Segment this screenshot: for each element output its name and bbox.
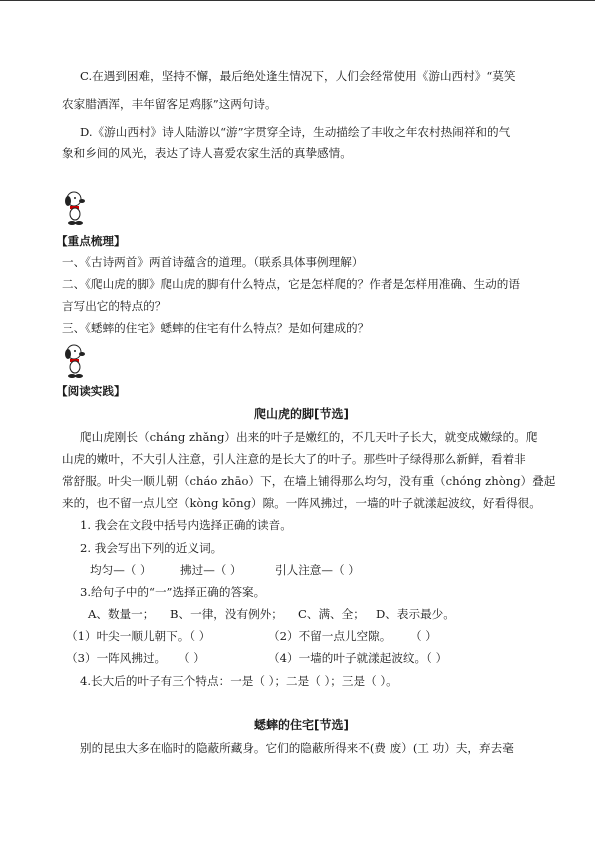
key-point-2: 二、《爬山虎的脚》爬山虎的脚有什么特点，它是怎样爬的？作者是怎样用准确、生动的语 <box>62 277 520 291</box>
question-2: 2. 我会写出下列的近义词。 <box>80 541 223 555</box>
question-2-item-3: 引人注意—（ ） <box>275 563 360 577</box>
question-3-choice-b: B、一律，没有例外； <box>170 607 283 621</box>
question-1: 1. 我会在文段中括号内选择正确的读音。 <box>80 518 292 532</box>
passage-1-line-2: 山虎的嫩叶，不大引人注意，引人注意的是长大了的叶子。那些叶子绿得那么新鲜，看着非 <box>62 452 526 466</box>
question-3-choice-c: C、满、全； <box>298 607 365 621</box>
option-d-line-1: D.《游山西村》诗人陆游以“游”字贯穿全诗，生动描绘了丰收之年农村热闹祥和的气 <box>80 125 511 139</box>
passage-1-title: 爬山虎的脚[节选] <box>254 407 349 421</box>
key-point-1: 一、《古诗两首》两首诗蕴含的道理。（联系具体事例理解） <box>62 255 364 269</box>
question-4: 4.长大后的叶子有三个特点：一是（ ）；二是（ ）；三是（ ）。 <box>80 674 398 688</box>
question-3: 3.给句子中的“一”选择正确的答案。 <box>80 585 266 599</box>
snoopy-icon <box>62 343 90 379</box>
option-c-line-2: 农家腊酒浑，丰年留客足鸡豚”这两句诗。 <box>62 97 277 111</box>
page-top-rule <box>0 0 595 1</box>
key-points-heading: 【重点梳理】 <box>56 234 126 248</box>
option-c-line-1: C.在遇到困难，坚持不懈，最后绝处逢生情况下，人们会经常使用《游山西村》“莫笑 <box>80 69 516 83</box>
reading-practice-heading: 【阅读实践】 <box>56 384 126 398</box>
passage-1-line-3: 常舒服。叶尖一顺儿朝（cháo zhāo）下，在墙上铺得那么均匀，没有重（chóng zhòng）叠起 <box>62 474 556 488</box>
option-d-line-2: 象和乡间的风光，表达了诗人喜爱农家生活的真挚感情。 <box>62 146 352 160</box>
snoopy-icon <box>62 190 90 226</box>
question-3-item-3-blank: （ ） <box>178 651 205 665</box>
question-3-item-4: （4）一墙的叶子就漾起波纹。（ ） <box>268 651 448 665</box>
key-point-3: 三、《蟋蟀的住宅》蟋蟀的住宅有什么特点？是如何建成的？ <box>62 321 370 335</box>
passage-2-line-1: 别的昆虫大多在临时的隐蔽所藏身。它们的隐蔽所得来不(费 废）(工 功）夫，弃去毫 <box>80 741 514 755</box>
passage-1-line-4: 来的，也不留一点儿空（kòng kōng）隙。一阵风拂过，一墙的叶子就漾起波纹，好看得很。 <box>62 496 541 510</box>
passage-1-line-1: 爬山虎刚长（cháng zhǎng）出来的叶子是嫩红的，不几天叶子长大，就变成嫩绿的。爬 <box>80 430 538 444</box>
passage-2-title: 蟋蟀的住宅[节选] <box>254 718 349 732</box>
question-3-item-1: （1）叶尖一顺儿朝下。（ ） <box>66 629 211 643</box>
question-3-item-3: （3）一阵风拂过。 <box>66 651 167 665</box>
key-point-2-cont: 言写出它的特点的？ <box>62 299 167 313</box>
question-3-choice-a: A、数量一； <box>88 607 155 621</box>
question-3-item-2: （2）不留一点儿空隙。 <box>268 629 392 643</box>
question-2-item-1: 均匀—（ ） <box>90 563 152 577</box>
question-3-choice-d: D、表示最少。 <box>376 607 455 621</box>
question-2-item-2: 拂过—（ ） <box>180 563 242 577</box>
question-3-item-2-blank: （ ） <box>410 629 437 643</box>
